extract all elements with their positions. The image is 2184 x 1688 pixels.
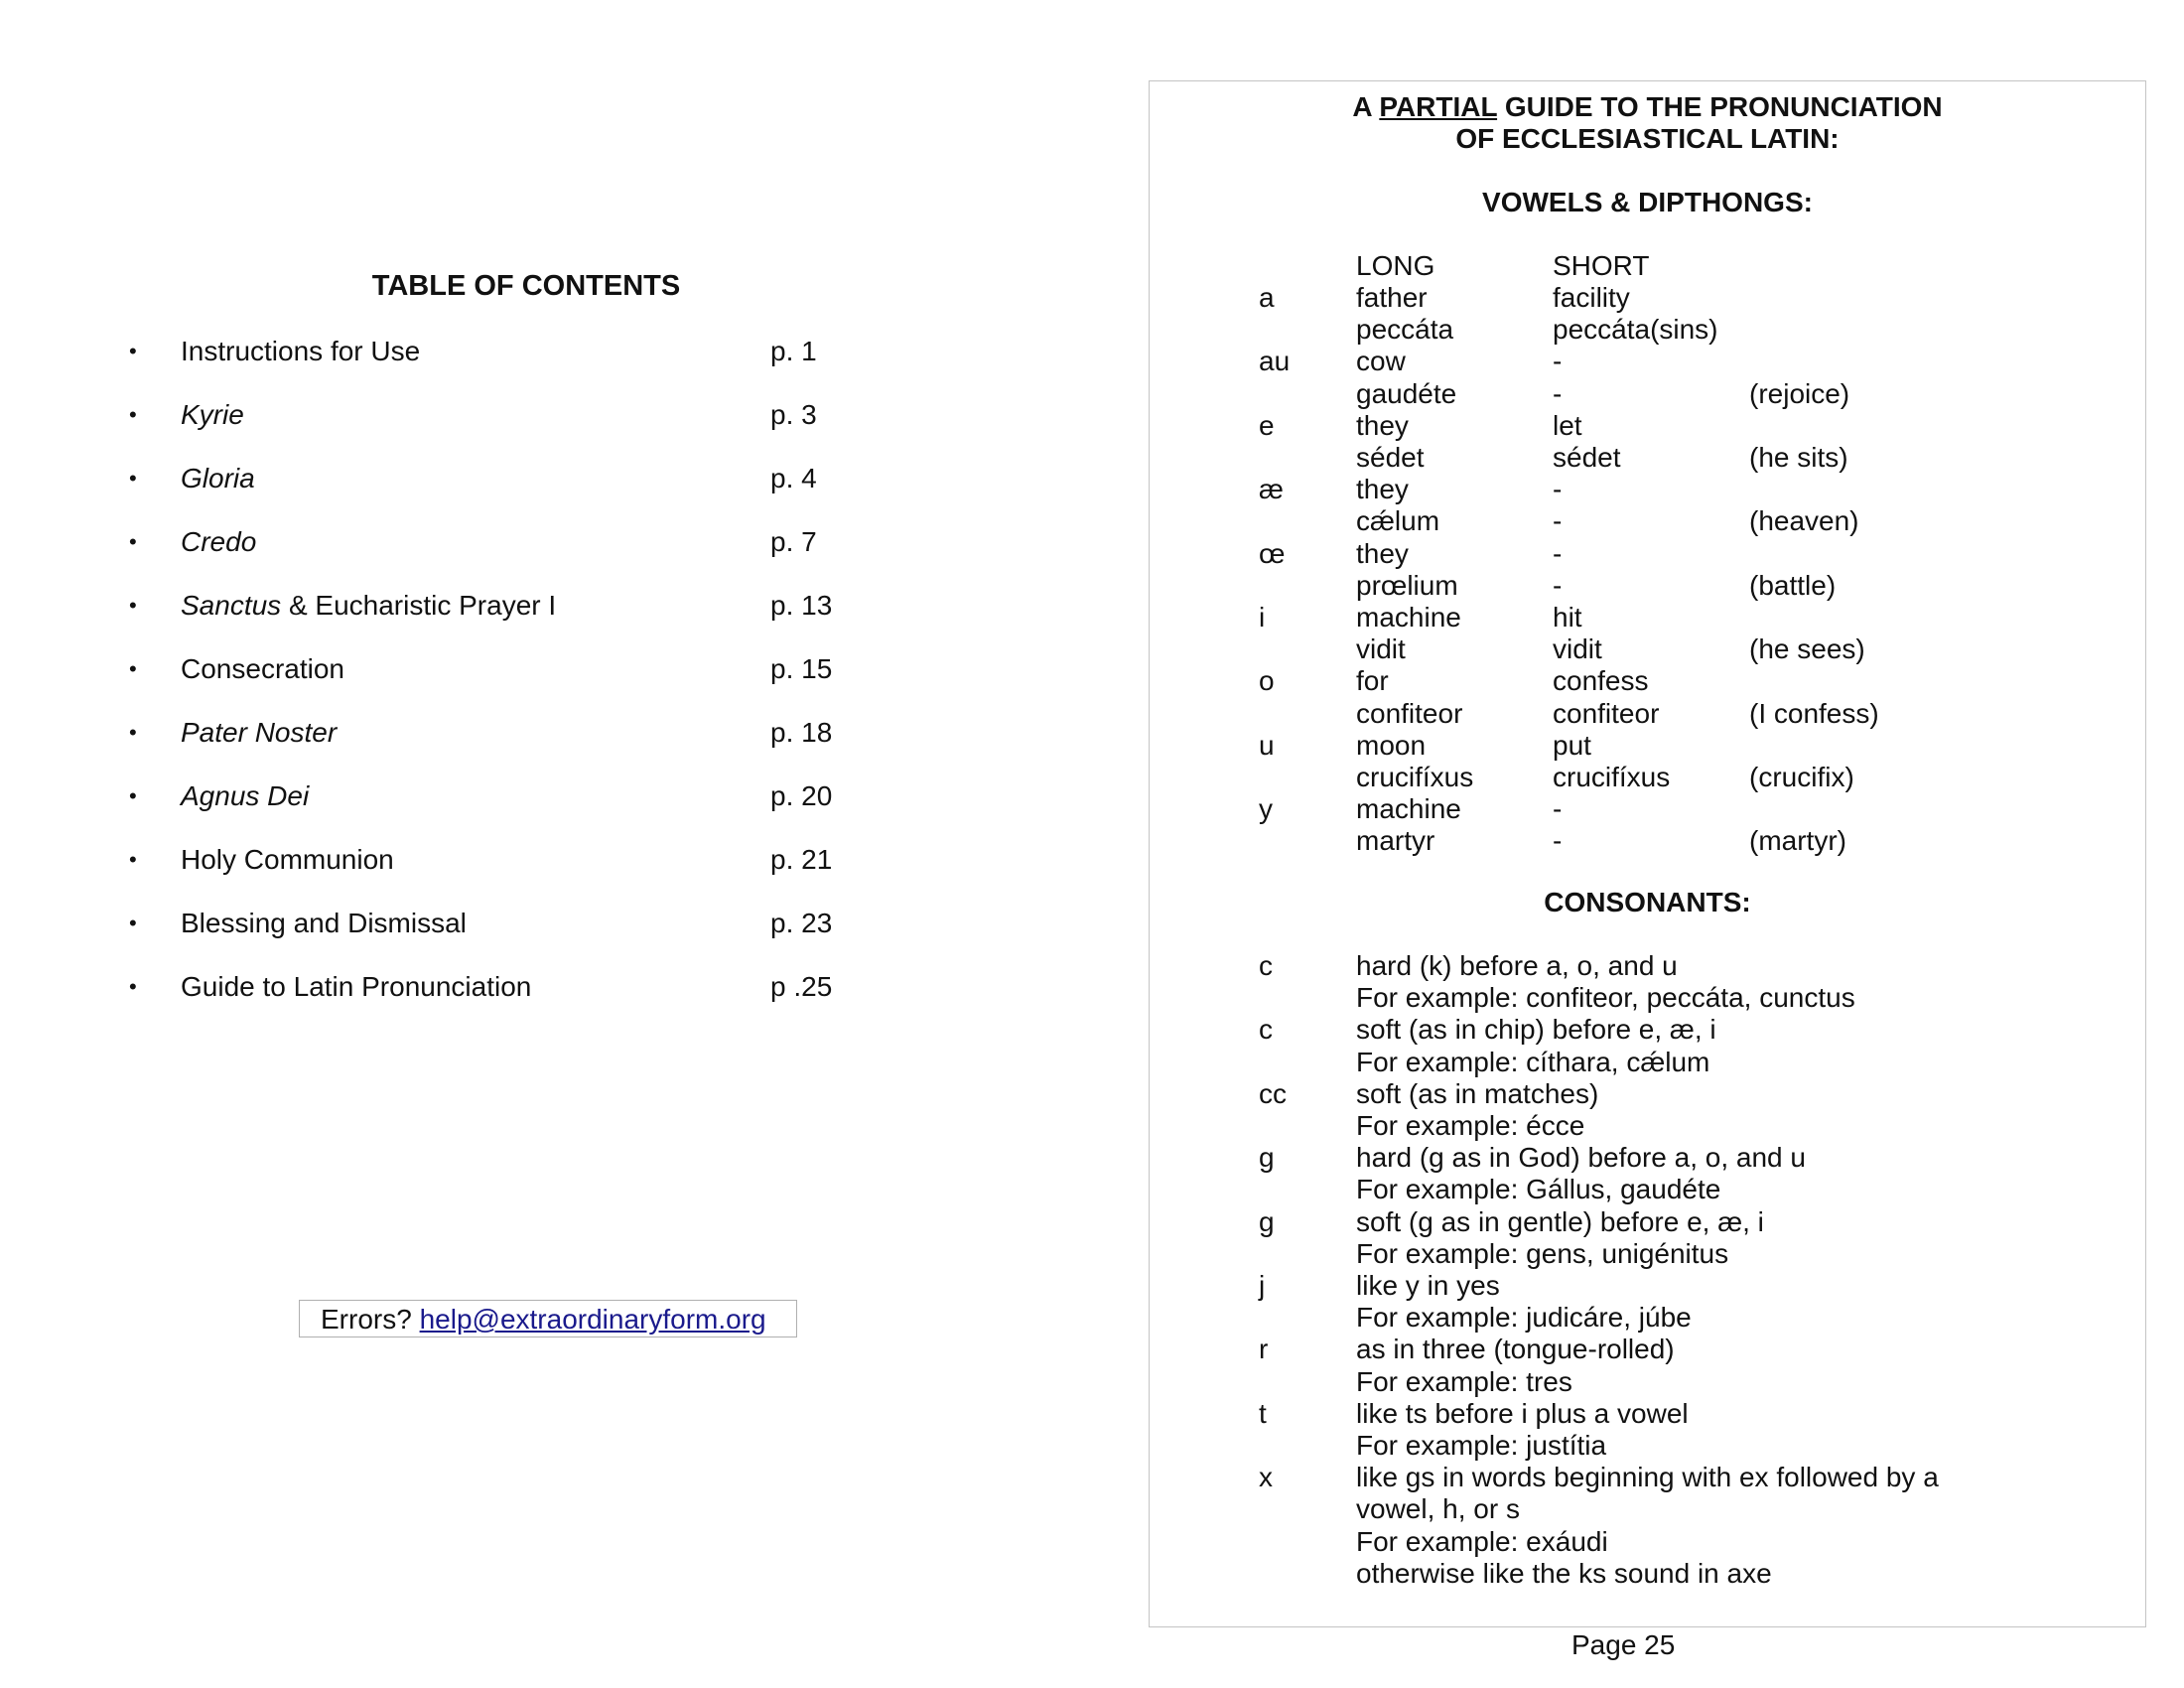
col-long-header: LONG — [1356, 250, 1435, 281]
toc-item-label: Blessing and Dismissal — [181, 908, 467, 938]
vowel-short-example: - — [1553, 537, 1563, 569]
vowel-gloss: (I confess) — [1749, 697, 1879, 729]
vowel-letter: i — [1259, 602, 1266, 633]
toc-item-label: Credo — [181, 526, 257, 557]
toc-item-page: p. 1 — [770, 336, 817, 366]
consonant-description: soft (g as in gentle) before e, æ, i — [1356, 1205, 1764, 1237]
page-number: Page 25 — [1571, 1629, 1676, 1660]
consonant-description: hard (g as in God) before a, o, and u — [1356, 1142, 1806, 1174]
vowel-long-example: martyr — [1356, 825, 1435, 857]
vowel-short-example: hit — [1553, 602, 1582, 633]
vowel-long-example: sédet — [1356, 442, 1425, 473]
vowel-long-example: cow — [1356, 346, 1406, 377]
vowel-long-example: for — [1356, 665, 1389, 697]
consonant-description: vowel, h, or s — [1356, 1493, 1520, 1525]
toc-item-label: Pater Noster — [181, 717, 338, 748]
toc-item-page: p. 3 — [770, 399, 817, 430]
toc-item-page: p. 15 — [770, 653, 833, 684]
errors-label: Errors? — [321, 1304, 420, 1335]
consonants-heading: CONSONANTS: — [1544, 887, 1751, 917]
vowel-long-example: confiteor — [1356, 697, 1463, 729]
toc-item-page: p. 4 — [770, 463, 817, 493]
vowel-long-example: they — [1356, 474, 1409, 505]
bullet-icon: • — [129, 783, 137, 808]
toc-item-page: p. 23 — [770, 908, 833, 938]
toc-item-label: Holy Communion — [181, 844, 394, 875]
vowel-short-example: - — [1553, 346, 1563, 377]
vowel-long-example: machine — [1356, 793, 1461, 825]
consonant-letter: g — [1259, 1205, 1275, 1237]
bullet-icon: • — [129, 466, 137, 491]
vowel-gloss: (he sees) — [1749, 633, 1865, 665]
vowel-long-example: they — [1356, 537, 1409, 569]
bullet-icon: • — [129, 656, 137, 681]
bullet-icon: • — [129, 847, 137, 872]
toc-title: TABLE OF CONTENTS — [371, 270, 681, 302]
bullet-icon: • — [129, 593, 137, 618]
consonant-description: like ts before i plus a vowel — [1356, 1397, 1689, 1429]
bullet-icon: • — [129, 974, 137, 999]
consonant-description: For example: confiteor, peccáta, cunctus — [1356, 982, 1855, 1014]
vowel-short-example: peccáta(sins) — [1553, 314, 1718, 346]
toc-item-page: p. 18 — [770, 717, 833, 748]
consonant-description: For example: cíthara, cǽlum — [1356, 1046, 1710, 1077]
consonant-letter: t — [1259, 1397, 1267, 1429]
vowels-heading: VOWELS & DIPTHONGS: — [1482, 187, 1813, 217]
vowel-letter: y — [1259, 793, 1273, 825]
vowel-short-example: - — [1553, 505, 1563, 537]
consonant-letter: c — [1259, 950, 1273, 981]
consonant-description: For example: gens, unigénitus — [1356, 1237, 1729, 1269]
guide-page-frame — [1149, 80, 2146, 1627]
consonant-letter: c — [1259, 1014, 1273, 1046]
guide-title-line2: OF ECCLESIASTICAL LATIN: — [1455, 123, 1840, 154]
vowel-long-example: father — [1356, 282, 1428, 313]
vowel-gloss: (battle) — [1749, 569, 1837, 601]
toc-item-label: Consecration — [181, 653, 344, 684]
consonant-description: For example: tres — [1356, 1365, 1572, 1397]
vowel-gloss: (rejoice) — [1749, 377, 1850, 409]
vowel-gloss: (crucifix) — [1749, 762, 1854, 792]
vowel-gloss: (martyr) — [1749, 825, 1846, 857]
bullet-icon: • — [129, 339, 137, 363]
vowel-long-example: crucifíxus — [1356, 762, 1474, 792]
bullet-icon: • — [129, 402, 137, 427]
vowel-letter: a — [1259, 282, 1275, 313]
vowel-long-example: machine — [1356, 602, 1461, 633]
vowel-gloss: (heaven) — [1749, 505, 1859, 537]
consonant-letter: r — [1259, 1334, 1269, 1365]
vowel-short-example: vidit — [1553, 633, 1602, 665]
vowel-short-example: - — [1553, 825, 1563, 857]
vowel-short-example: crucifíxus — [1553, 762, 1671, 792]
consonant-description: as in three (tongue-rolled) — [1356, 1334, 1675, 1365]
vowel-long-example: moon — [1356, 729, 1427, 761]
consonant-letter: x — [1259, 1462, 1273, 1493]
vowel-short-example: confiteor — [1553, 697, 1660, 729]
vowel-short-example: - — [1553, 377, 1563, 409]
consonant-description: like gs in words beginning with ex followed by a — [1356, 1462, 1939, 1493]
toc-item-page: p. 13 — [770, 590, 833, 621]
vowel-long-example: peccáta — [1356, 314, 1454, 346]
consonant-description: For example: Gállus, gaudéte — [1356, 1174, 1721, 1205]
consonant-description: soft (as in chip) before e, æ, i — [1356, 1014, 1716, 1046]
toc-item-label — [181, 586, 556, 626]
vowel-letter: e — [1259, 409, 1275, 441]
vowel-gloss: (he sits) — [1749, 442, 1848, 473]
vowel-short-example: - — [1553, 569, 1563, 601]
vowel-short-example: let — [1553, 409, 1582, 441]
toc-item-label: Instructions for Use — [181, 336, 421, 366]
toc-item-page: p .25 — [770, 971, 833, 1002]
vowel-letter: u — [1259, 729, 1275, 761]
guide-title-part: GUIDE TO THE PRONUNCIATION — [1497, 91, 1943, 122]
bullet-icon: • — [129, 911, 137, 935]
consonant-description: For example: exáudi — [1356, 1525, 1608, 1557]
toc-item-label: Agnus Dei — [181, 780, 310, 811]
vowel-long-example: they — [1356, 409, 1409, 441]
toc-item-page: p. 21 — [770, 844, 833, 875]
vowel-long-example: prœlium — [1356, 569, 1458, 601]
consonant-description: hard (k) before a, o, and u — [1356, 950, 1678, 981]
toc-item-label: Gloria — [181, 463, 255, 493]
consonant-description: soft (as in matches) — [1356, 1077, 1599, 1109]
vowel-long-example: gaudéte — [1356, 377, 1457, 409]
vowel-short-example: facility — [1553, 282, 1630, 313]
guide-title-line1 — [1149, 91, 2146, 123]
consonant-description: For example: justítia — [1356, 1430, 1607, 1461]
consonant-letter: g — [1259, 1142, 1275, 1174]
vowel-long-example: cǽlum — [1356, 505, 1440, 537]
consonant-description: otherwise like the ks sound in axe — [1356, 1557, 1772, 1589]
vowel-short-example: - — [1553, 793, 1563, 825]
consonant-description: For example: écce — [1356, 1110, 1585, 1141]
vowel-short-example: put — [1553, 729, 1591, 761]
vowel-long-example: vidit — [1356, 633, 1406, 665]
toc-item-label-rest: & Eucharistic Prayer I — [281, 590, 557, 621]
bullet-icon: • — [129, 720, 137, 745]
col-short-header: SHORT — [1553, 250, 1650, 281]
consonant-description: For example: judicáre, júbe — [1356, 1302, 1692, 1334]
vowel-letter: œ — [1259, 537, 1286, 569]
vowel-letter: au — [1259, 346, 1291, 377]
consonant-letter: cc — [1259, 1077, 1287, 1109]
errors-box — [299, 1300, 797, 1337]
vowel-short-example: - — [1553, 474, 1563, 505]
consonant-letter: j — [1259, 1270, 1266, 1301]
consonant-description: like y in yes — [1356, 1270, 1500, 1301]
guide-title-part: A — [1352, 91, 1380, 122]
toc-item-label: Kyrie — [181, 399, 244, 430]
bullet-icon: • — [129, 529, 137, 554]
guide-title-emphasis: PARTIAL — [1379, 91, 1498, 122]
toc-item-label-italic: Sanctus — [181, 590, 282, 621]
toc-item-page: p. 20 — [770, 780, 833, 811]
vowel-letter: æ — [1259, 474, 1284, 505]
vowel-letter: o — [1259, 665, 1275, 697]
vowel-short-example: sédet — [1553, 442, 1621, 473]
toc-item-label: Guide to Latin Pronunciation — [181, 971, 532, 1002]
toc-item-page: p. 7 — [770, 526, 817, 557]
errors-email-link[interactable]: help@extraordinaryform.org — [419, 1304, 766, 1335]
vowel-short-example: confess — [1553, 665, 1649, 697]
